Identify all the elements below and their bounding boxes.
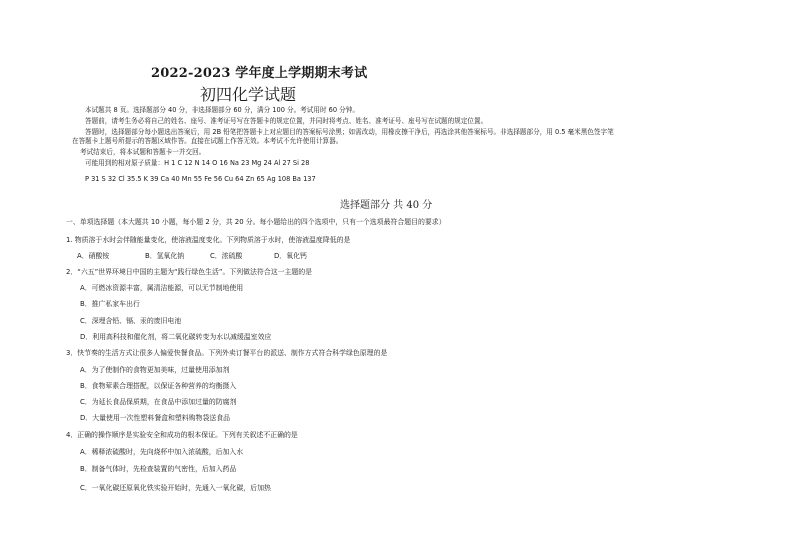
option: C．一氧化碳还原氧化铁实验开始时，先通入一氧化碳，后加热 <box>80 484 271 492</box>
option: B．食物荤素合理搭配，以保证各种营养的均衡摄入 <box>80 382 237 390</box>
option: C．为延长食品保质期，在食品中添加过量的防腐剂 <box>80 398 237 406</box>
option: A．可燃冰资源丰富，属清洁能源，可以无节制地使用 <box>80 284 244 292</box>
part-heading: 一、单项选择题（本大题共 10 小题，每小题 2 分，共 20 分。每小题给出的四个选项中，只有一个选项最符合题目的要求） <box>66 218 446 226</box>
option: D．利用高科技和催化剂，将二氧化碳转变为水以减缓温室效应 <box>80 333 272 341</box>
instruction-line: 在答题卡上题号所提示的答题区域作答。直接在试题上作答无效。本考试不允许使用计算器。 <box>72 137 343 145</box>
question-stem: 1. 物质溶于水时会伴随能量变化，使溶液温度变化。下列物质溶于水时，使溶液温度降低的是 <box>66 236 351 244</box>
question-stem: 2．“六五”世界环境日中国的主题为“践行绿色生活”。下列做法符合这一主题的是 <box>66 268 313 276</box>
instruction-line: 答题时，选择题部分每小题选出答案后，用 2B 铅笔把答题卡上对应题目的答案标号涂黑；如需改动，用橡皮擦干净后，再选涂其他答案标号。非选择题部分，用 0.5 毫米黑色签字笔 <box>85 128 614 136</box>
question-stem: 4．正确的操作顺序是实验安全和成功的根本保证。下列有关叙述不正确的是 <box>66 431 298 439</box>
option: B．氢氧化钠 <box>145 252 185 260</box>
option: A．硝酸铵 <box>77 252 110 260</box>
option: B．制备气体时，先检查装置的气密性，后加入药品 <box>80 465 237 473</box>
atomic-mass-list: P 31 S 32 Cl 35.5 K 39 Ca 40 Mn 55 Fe 56 Cu 64 Zn 65 Ag 108 Ba 137 <box>85 175 316 183</box>
option: C．浓硫酸 <box>210 252 243 260</box>
instruction-line: 考试结束后，将本试题和答题卡一并交回。 <box>80 148 206 156</box>
atomic-mass-list: 可能用到的相对原子质量：H 1 C 12 N 14 O 16 Na 23 Mg 24 Al 27 Si 28 <box>85 159 310 167</box>
option: D．氧化钙 <box>274 252 307 260</box>
exam-title: 2022-2023 学年度上学期期末考试 <box>151 66 368 81</box>
option: A．稀释浓硫酸时，先向烧杯中加入浓硫酸，后加入水 <box>80 448 244 456</box>
option: B．推广私家车出行 <box>80 300 140 308</box>
option: A．为了使制作的食物更加美味，过量使用添加剂 <box>80 366 230 374</box>
option: C．深埋含铅、镉、汞的废旧电池 <box>80 317 182 325</box>
section-title: 选择题部分 共 40 分 <box>340 200 433 211</box>
exam-subtitle: 初四化学试题 <box>200 85 297 104</box>
instruction-line: 本试题共 8 页。选择题部分 40 分，非选择题部分 60 分，满分 100 分。考试用时 60 分钟。 <box>85 106 359 114</box>
instruction-line: 答题前，请考生务必将自己的姓名、座号、准考证号写在答题卡的规定位置，并同时将考点、姓名、准考证号、座号写在试题的规定位置。 <box>85 117 488 125</box>
option: D．大量使用一次性塑料餐盒和塑料购物袋送食品 <box>80 414 231 422</box>
question-stem: 3．快节奏的生活方式让很多人偏爱快餐食品。下列外卖订餐平台的派送、制作方式符合科学绿色原理的是 <box>66 349 388 357</box>
